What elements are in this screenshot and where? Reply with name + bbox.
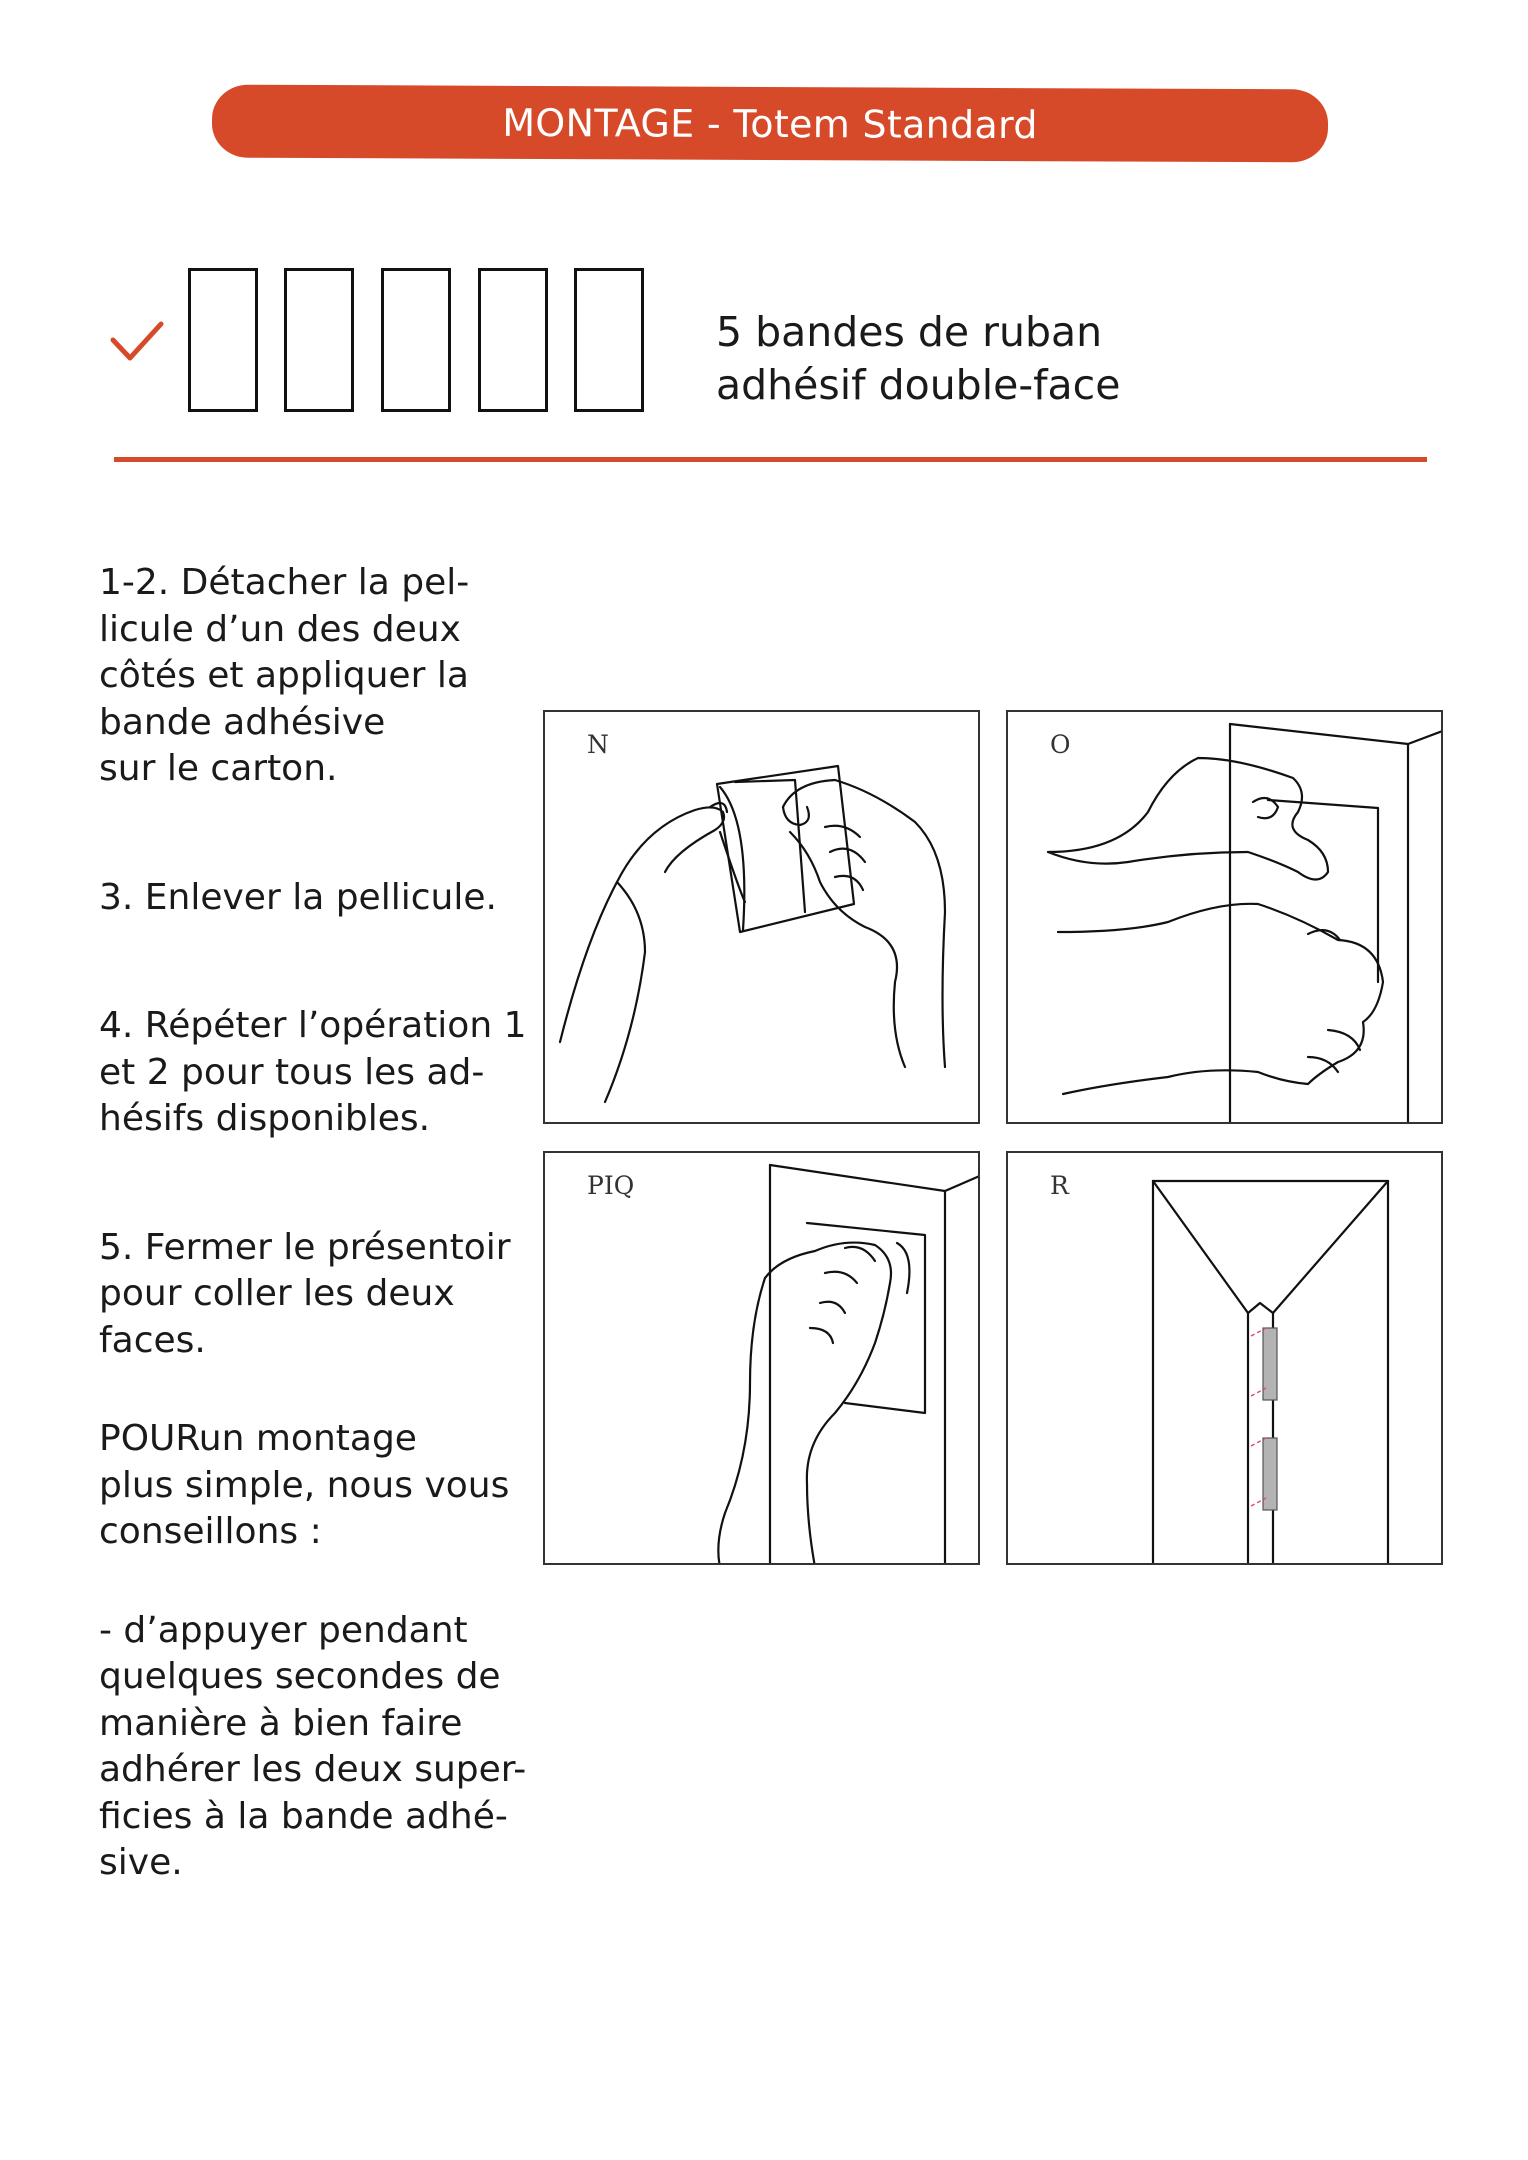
page-title: MONTAGE - Totem Standard [502, 100, 1038, 147]
instruction-step-3: 3. Enlever la pellicule. [99, 876, 497, 918]
section-divider [114, 457, 1427, 462]
panel-label: PIQ [587, 1171, 635, 1200]
adhesive-strip-2 [284, 268, 354, 412]
adhesive-strip-4 [478, 268, 548, 412]
illustration-panel-close [1006, 1151, 1443, 1565]
supplies-line-1: 5 bandes de ruban [716, 308, 1103, 356]
instruction-step-5: 5. Fermer le présentoir pour coller les deux faces. [99, 1226, 511, 1361]
adhesive-strip-3 [381, 268, 451, 412]
panel-label: O [1050, 730, 1071, 759]
illustration-panel-press [543, 1151, 980, 1565]
instructions [99, 560, 539, 1887]
supplies-line-2: adhésif double-face [716, 361, 1121, 409]
check-icon [108, 318, 166, 364]
press-illustration [545, 1153, 980, 1565]
panel-label: R [1050, 1171, 1069, 1200]
instruction-step-1-2: 1-2. Détacher la pel- licule d’un des deux côtés et appliquer la bande adhésive sur le carton. [99, 562, 470, 789]
apply-illustration [1008, 712, 1443, 1124]
title-banner [212, 85, 1328, 163]
close-illustration [1008, 1153, 1443, 1565]
illustration-panel-peel [543, 710, 980, 1124]
adhesive-strip-5 [574, 268, 644, 412]
peel-illustration [545, 712, 980, 1124]
supplies-description [716, 306, 1120, 412]
instruction-step-4: 4. Répéter l’opération 1 et 2 pour tous les ad- hésifs disponibles. [99, 1005, 527, 1139]
tip-intro: POURun montage plus simple, nous vous conseillons : [99, 1418, 510, 1552]
panel-label: N [587, 730, 609, 759]
adhesive-strip-1 [188, 268, 258, 412]
tip-text: - d’appuyer pendant quelques secondes de manière à bien faire adhérer les deux super- ficies à la bande adhé- sive. [99, 1609, 527, 1883]
illustration-panel-apply [1006, 710, 1443, 1124]
